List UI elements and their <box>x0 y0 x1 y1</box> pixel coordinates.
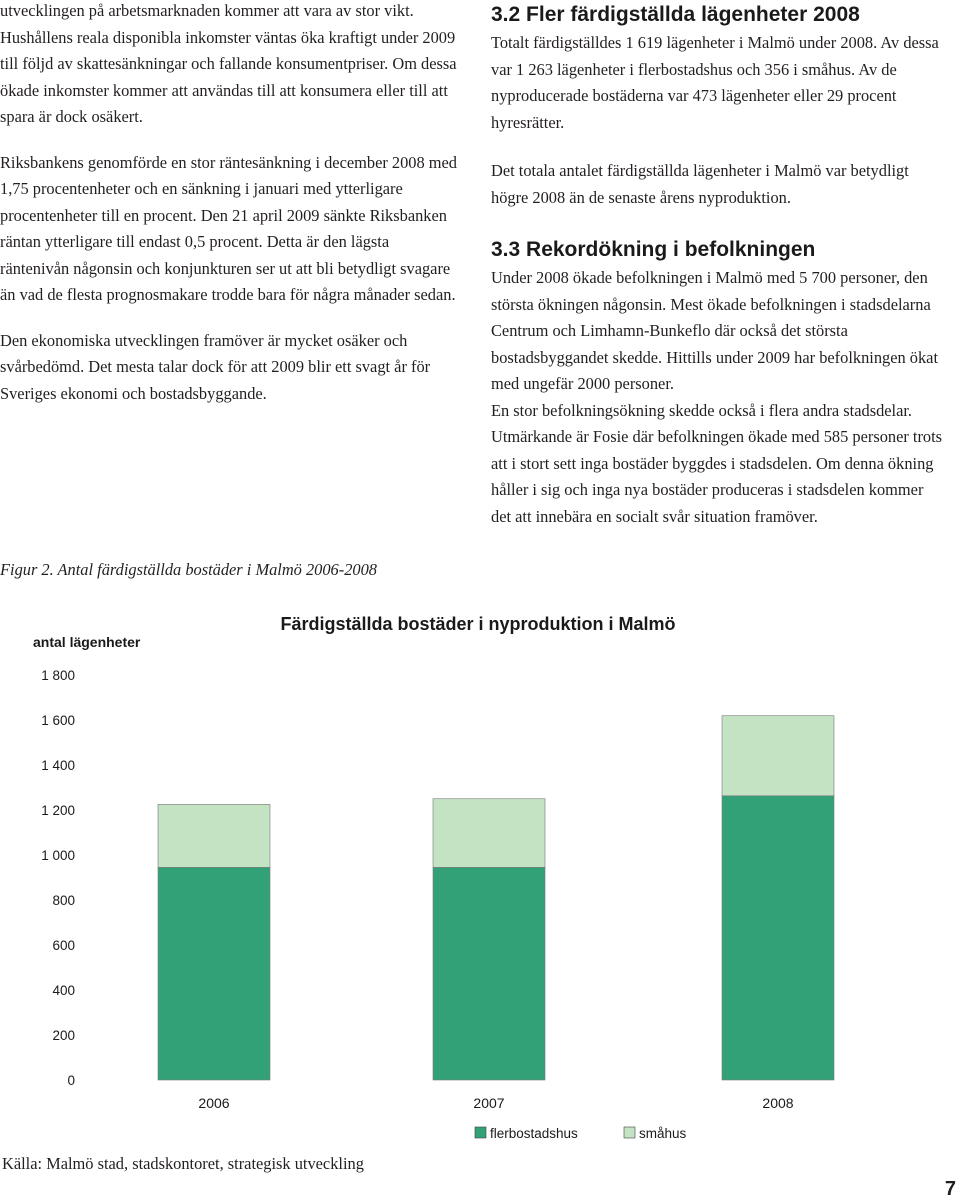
left-column <box>0 0 462 407</box>
body-paragraph: Den ekonomiska utvecklingen framöver är mycket osäker och svårbedömd. Det mesta talar dock för att 2009 blir ett svagt år för Sveriges ekonomi och bostadsbyggande. <box>0 330 431 403</box>
y-axis-ticks <box>41 668 75 1088</box>
bar-segment-småhus <box>433 799 545 868</box>
bars <box>158 716 834 1080</box>
right-column <box>491 0 946 530</box>
y-tick-label: 600 <box>52 938 75 953</box>
body-paragraph: Under 2008 ökade befolkningen i Malmö med 5 700 personer, den största ökningen någonsin. Mest ökade befolkningen i stadsdelarna Centrum och Limhamn-Bunkeflo där också det största bostadsbyggandet skedde. Hittills under 2009 har befolkningen ökat med ungefär 2000 personer. <box>491 268 939 393</box>
y-tick-label: 1 600 <box>41 713 75 728</box>
chart-title: Färdigställda bostäder i nyproduktion i Malmö <box>280 614 676 634</box>
y-tick-label: 1 800 <box>41 668 75 683</box>
body-paragraph: En stor befolkningsökning skedde också i flera andra stadsdelar. Utmärkande är Fosie där befolkningen ökade med 585 personer trots att i stort sett inga bostäder byggdes i stadsdelen. Om denna ökning håller i sig och inga nya bostäder produceras i stadsdelen kommer det att innebära en socialt svår situation framöver. <box>491 400 943 526</box>
bar-segment-flerbostadshus <box>433 867 545 1080</box>
x-axis-ticks <box>198 1095 793 1111</box>
y-tick-label: 400 <box>52 983 75 998</box>
y-tick-label: 1 400 <box>41 758 75 773</box>
y-tick-label: 800 <box>52 893 75 908</box>
body-paragraph: Totalt färdigställdes 1 619 lägenheter i Malmö under 2008. Av dessa var 1 263 lägenheter i flerbostadshus och 356 i småhus. Av de nyproducerade bostäderna var 473 lägenheter eller 29 procent hyresrätter. <box>491 33 939 132</box>
bar-segment-småhus <box>722 716 834 796</box>
bar-segment-flerbostadshus <box>158 867 270 1080</box>
legend <box>475 1126 687 1141</box>
x-tick-label: 2006 <box>198 1095 230 1111</box>
body-paragraph: Riksbankens genomförde en stor räntesänkning i december 2008 med 1,75 procentenheter och en sänkning i januari med ytterligare procentenheter till en procent. Den 21 april 2009 sänkte Riksbanken räntan ytterligare till endast 0,5 procent. Detta är den lägsta räntenivån någonsin och konjunkturen ser ut att bli betydligt svagare än vad de flesta prognosmakare trodde bara för några månader sedan. <box>0 152 457 304</box>
y-tick-label: 1 000 <box>41 848 75 863</box>
y-tick-label: 0 <box>67 1073 75 1088</box>
legend-label: flerbostadshus <box>490 1126 578 1141</box>
y-tick-label: 200 <box>52 1028 75 1043</box>
x-tick-label: 2007 <box>473 1095 505 1111</box>
page-number: 7 <box>944 1178 956 1200</box>
legend-swatch <box>475 1127 486 1138</box>
x-tick-label: 2008 <box>762 1095 794 1111</box>
bar-segment-flerbostadshus <box>722 796 834 1080</box>
section-heading: 3.3 Rekordökning i befolkningen <box>491 238 816 261</box>
y-tick-label: 1 200 <box>41 803 75 818</box>
bar-segment-småhus <box>158 804 270 867</box>
figure-caption: Figur 2. Antal färdigställda bostäder i Malmö 2006-2008 <box>0 560 377 579</box>
body-paragraph: utvecklingen på arbetsmarknaden kommer att vara av stor vikt. Hushållens reala disponibla inkomster väntas öka kraftigt under 2009 till följd av skattesänkningar och fallande konsumentpriser. Om dessa ökade inkomster kommer att användas till att konsumera eller till att spara är dock osäkert. <box>0 1 457 126</box>
stacked-bar-chart <box>0 600 960 1180</box>
section-heading: 3.2 Fler färdigställda lägenheter 2008 <box>491 3 860 26</box>
legend-swatch <box>624 1127 635 1138</box>
body-paragraph: Det totala antalet färdigställda lägenheter i Malmö var betydligt högre 2008 än de senaste årens nyproduktion. <box>491 161 909 207</box>
y-axis-label: antal lägenheter <box>33 634 141 650</box>
source-note: Källa: Malmö stad, stadskontoret, strategisk utveckling <box>2 1154 364 1173</box>
legend-label: småhus <box>639 1126 687 1141</box>
